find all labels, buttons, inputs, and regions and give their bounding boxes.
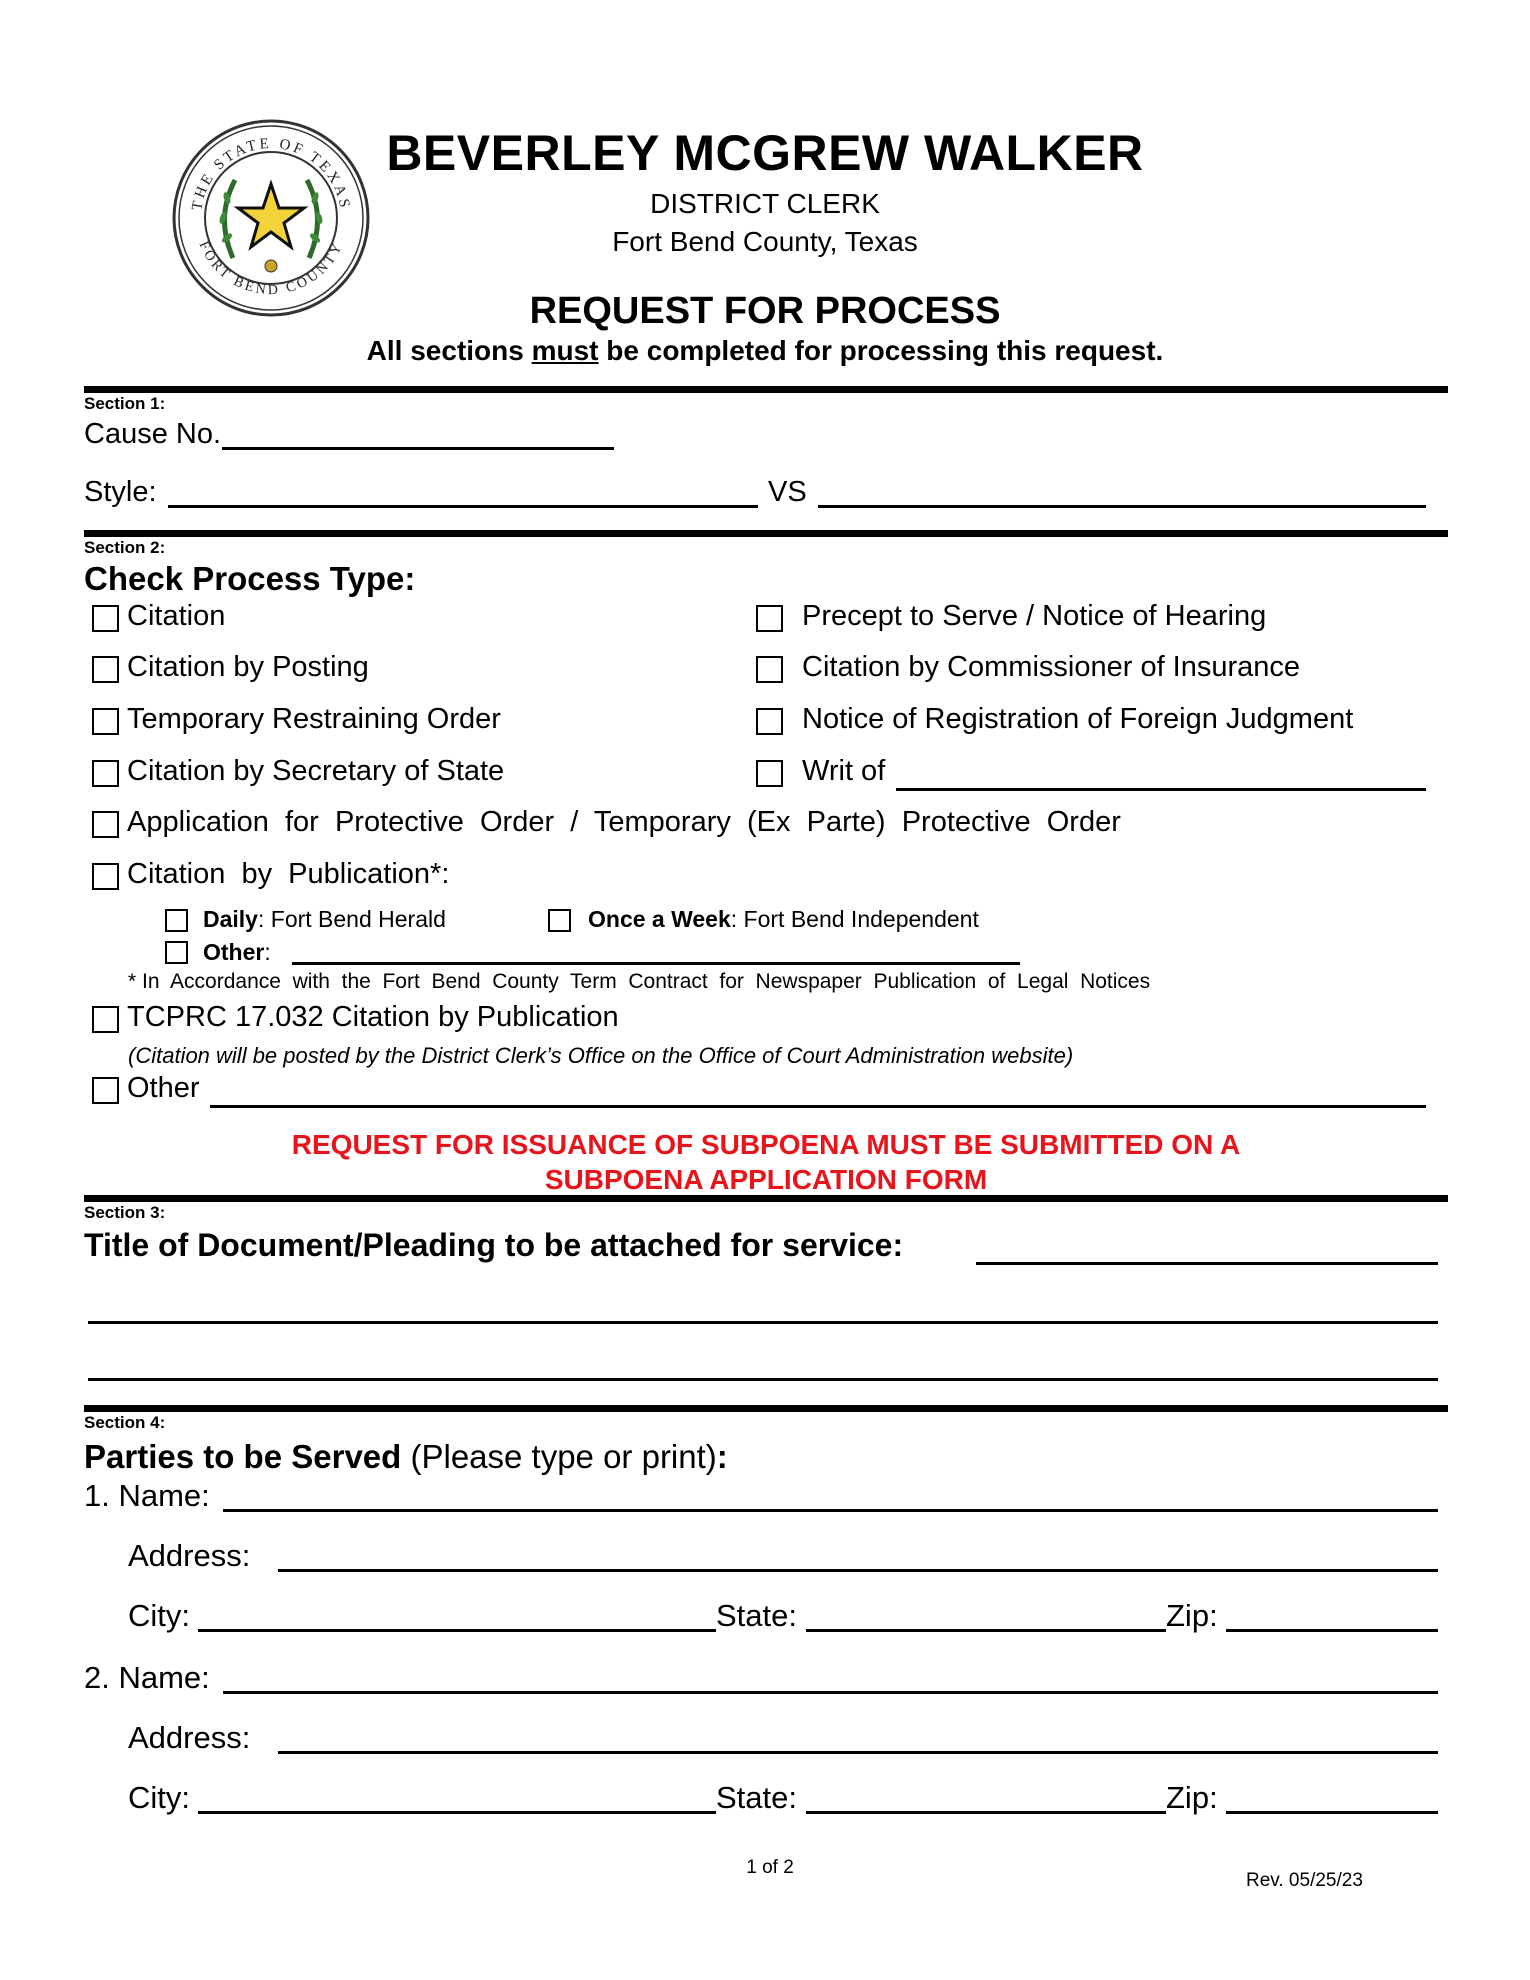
tro-label: Temporary Restraining Order (127, 703, 501, 735)
daily-label: Daily (203, 906, 258, 932)
parties-heading-colon: : (716, 1438, 728, 1475)
parties-heading (84, 1438, 728, 1476)
section3-label: Section 3: (84, 1203, 166, 1222)
protective-order-label: Application for Protective Order / Temporary (Ex Parte) Protective Order (127, 806, 1121, 838)
citation-by-posting-label: Citation by Posting (127, 651, 369, 683)
other-publication-checkbox[interactable] (165, 941, 188, 964)
foreign-judgment-checkbox[interactable] (756, 708, 783, 735)
other-label: Other (127, 1072, 200, 1104)
daily-checkbox[interactable] (165, 909, 188, 932)
party1-address-label: Address: (128, 1538, 251, 1573)
cause-number-field[interactable] (222, 447, 614, 450)
county-seal (171, 118, 371, 318)
citation-checkbox[interactable] (92, 605, 119, 632)
subpoena-warning (84, 1127, 1448, 1197)
other-checkbox[interactable] (92, 1077, 119, 1104)
weekly-option (588, 906, 979, 933)
document-title-heading: Title of Document/Pleading to be attached for service: (84, 1227, 904, 1263)
form-title: REQUEST FOR PROCESS (529, 290, 1001, 332)
party2-zip-field[interactable] (1226, 1811, 1438, 1814)
subpoena-warning-line1: REQUEST FOR ISSUANCE OF SUBPOENA MUST BE SUBMITTED ON A (291, 1129, 1241, 1160)
weekly-checkbox[interactable] (548, 909, 571, 932)
citation-label: Citation (127, 600, 226, 632)
document-title-field[interactable] (976, 1262, 1438, 1265)
commissioner-insurance-label: Citation by Commissioner of Insurance (802, 651, 1301, 683)
tcprc-checkbox[interactable] (92, 1006, 119, 1033)
section1-rule (84, 386, 1448, 393)
daily-option (203, 906, 446, 933)
precept-checkbox[interactable] (756, 605, 783, 632)
citation-by-posting-checkbox[interactable] (92, 656, 119, 683)
other-publication-option (203, 939, 271, 966)
section2-rule (84, 530, 1448, 537)
subtitle-pre: All sections (366, 335, 532, 366)
party2-zip-label: Zip: (1166, 1780, 1218, 1815)
party1-name-label: 1. Name: (84, 1478, 210, 1513)
parties-heading-note: (Please type or print) (401, 1438, 717, 1475)
foreign-judgment-label: Notice of Registration of Foreign Judgment (802, 703, 1354, 735)
form-subtitle (200, 335, 1330, 367)
clerk-name: BEVERLEY MCGREW WALKER (386, 125, 1144, 181)
section1-label: Section 1: (84, 394, 166, 413)
party2-state-label: State: (716, 1780, 797, 1815)
party2-name-field[interactable] (223, 1691, 1438, 1694)
vs-label: VS (768, 476, 807, 508)
publication-footnote: * In Accordance with the Fort Bend County Term Contract for Newspaper Publication of Legal Notices (128, 970, 1151, 993)
party2-state-field[interactable] (806, 1811, 1166, 1814)
commissioner-insurance-checkbox[interactable] (756, 656, 783, 683)
party1-name-field[interactable] (223, 1509, 1438, 1512)
tro-checkbox[interactable] (92, 708, 119, 735)
revision-date: Rev. 05/25/23 (1246, 1870, 1363, 1891)
party2-city-label: City: (128, 1780, 190, 1815)
party2-city-field[interactable] (198, 1811, 716, 1814)
section4-label: Section 4: (84, 1413, 166, 1432)
section4-rule (84, 1405, 1448, 1412)
party2-address-label: Address: (128, 1720, 251, 1755)
other-publication-colon: : (264, 939, 271, 965)
citation-secretary-state-label: Citation by Secretary of State (127, 755, 505, 787)
citation-publication-label: Citation by Publication*: (127, 858, 450, 890)
subtitle-emphasis: must (531, 335, 599, 366)
svg-text:THE STATE OF TEXAS: THE STATE OF TEXAS (189, 135, 353, 212)
weekly-label: Once a Week (588, 906, 731, 932)
style-defendant-field[interactable] (818, 505, 1426, 508)
process-type-heading: Check Process Type: (84, 560, 416, 597)
party1-address-field[interactable] (278, 1569, 1438, 1572)
writ-of-checkbox[interactable] (756, 760, 783, 787)
weekly-paper: : Fort Bend Independent (730, 906, 979, 932)
style-plaintiff-field[interactable] (168, 505, 758, 508)
other-field[interactable] (210, 1105, 1426, 1108)
county-name: Fort Bend County, Texas (612, 226, 918, 257)
party1-city-field[interactable] (198, 1629, 716, 1632)
page-number: 1 of 2 (746, 1857, 794, 1878)
party1-state-field[interactable] (806, 1629, 1166, 1632)
tcprc-note: (Citation will be posted by the District Clerk’s Office on the Office of Court Administration website) (128, 1043, 1074, 1068)
clerk-title: DISTRICT CLERK (650, 188, 880, 219)
subpoena-warning-line2: SUBPOENA APPLICATION FORM (544, 1164, 988, 1195)
section3-rule (84, 1195, 1448, 1202)
protective-order-checkbox[interactable] (92, 811, 119, 838)
document-title-line3[interactable] (88, 1378, 1438, 1381)
precept-label: Precept to Serve / Notice of Hearing (802, 600, 1267, 632)
svg-text:FORT BEND COUNTY: FORT BEND COUNTY (195, 239, 347, 299)
other-publication-field[interactable] (292, 962, 1020, 965)
party1-state-label: State: (716, 1598, 797, 1633)
document-title-line2[interactable] (88, 1321, 1438, 1324)
subtitle-post: be completed for processing this request. (598, 335, 1164, 366)
citation-secretary-state-checkbox[interactable] (92, 760, 119, 787)
cause-label: Cause No. (84, 418, 222, 450)
tcprc-label: TCPRC 17.032 Citation by Publication (127, 1001, 619, 1033)
parties-heading-bold: Parties to be Served (84, 1438, 402, 1475)
party1-zip-label: Zip: (1166, 1598, 1218, 1633)
seal-icon (171, 118, 371, 318)
party2-name-label: 2. Name: (84, 1660, 210, 1695)
writ-of-field[interactable] (896, 788, 1426, 791)
party1-zip-field[interactable] (1226, 1629, 1438, 1632)
style-label: Style: (84, 476, 157, 508)
party2-address-field[interactable] (278, 1751, 1438, 1754)
section2-label: Section 2: (84, 538, 166, 557)
other-publication-label: Other (203, 939, 265, 965)
writ-of-label: Writ of (802, 755, 886, 787)
party1-city-label: City: (128, 1598, 190, 1633)
citation-publication-checkbox[interactable] (92, 863, 119, 890)
daily-paper: : Fort Bend Herald (257, 906, 446, 932)
